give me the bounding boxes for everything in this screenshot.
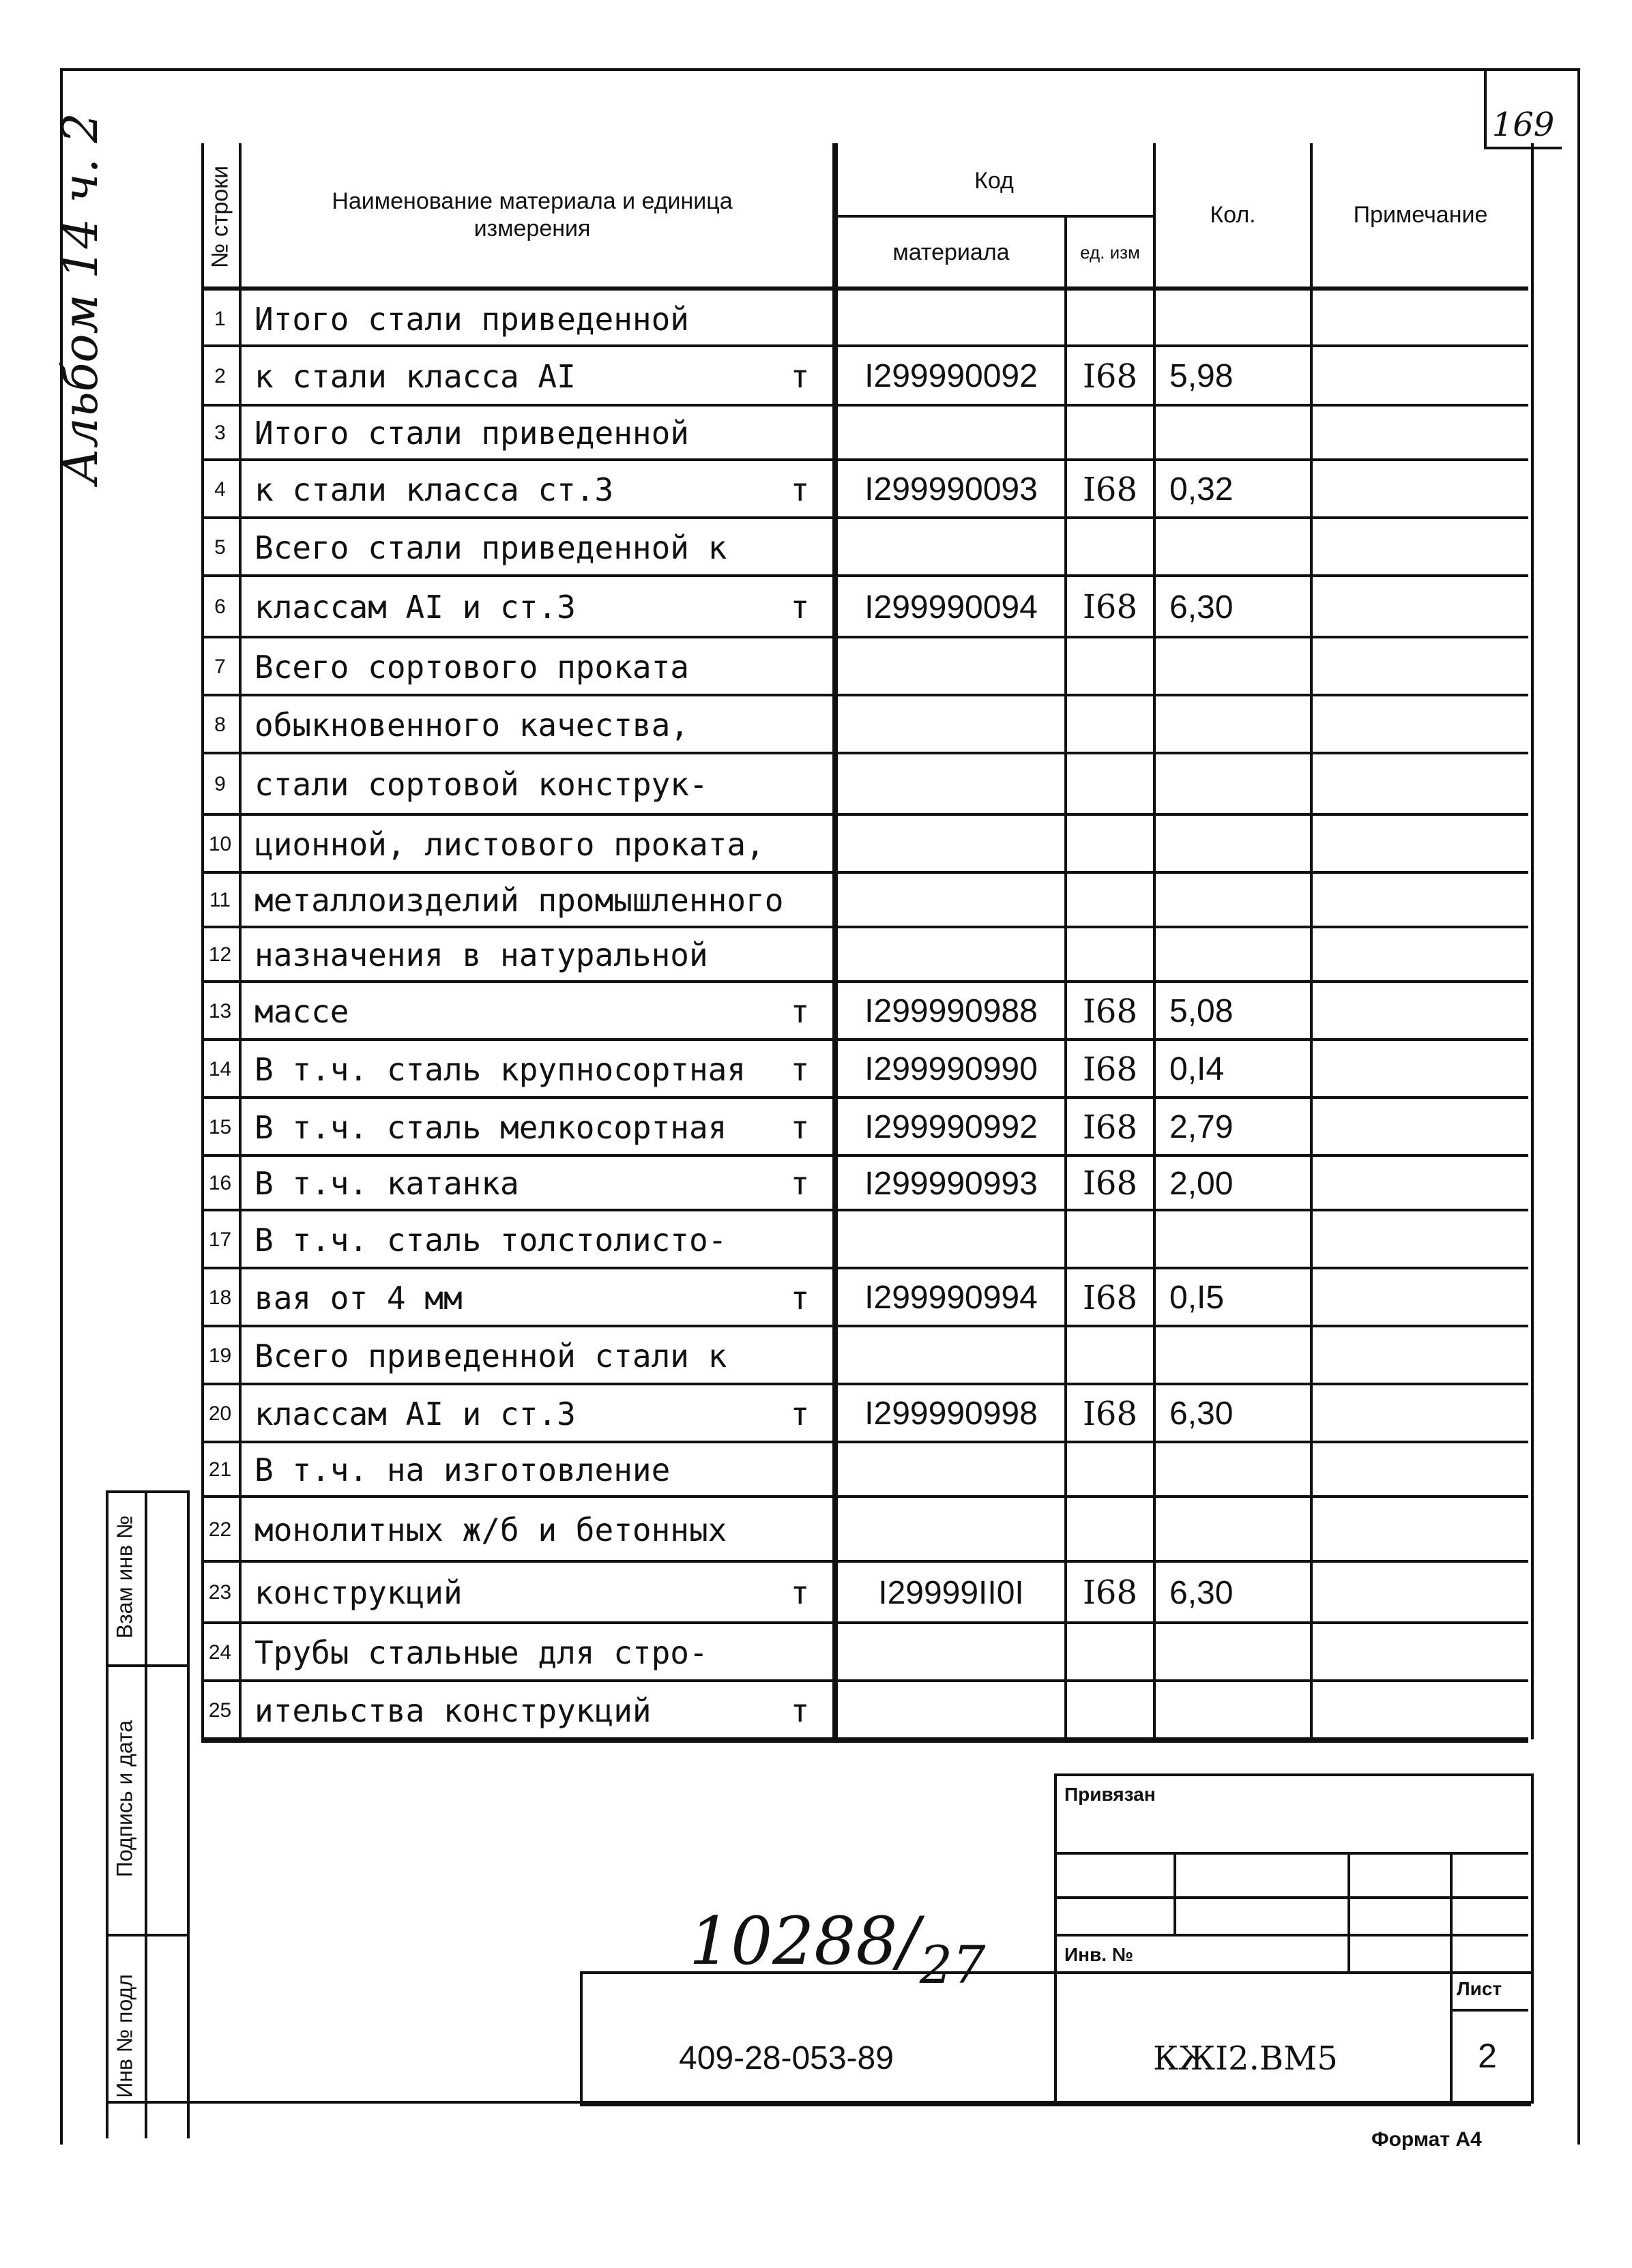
privyazan-label: Привязан <box>1064 1784 1156 1805</box>
row-number: 2 <box>214 364 226 387</box>
header-code: Код <box>974 168 1014 194</box>
row-code: I299990094 <box>864 589 1038 625</box>
row-qty: 5,98 <box>1169 358 1234 394</box>
row-unit <box>768 696 832 754</box>
row-name: к стали класса ст.3 <box>254 471 614 508</box>
row-number: 10 <box>208 832 232 855</box>
row-number: 20 <box>208 1402 232 1425</box>
tb-line-2 <box>1054 1896 1528 1899</box>
row-name: В т.ч. сталь крупносортная <box>254 1050 746 1088</box>
row-unit <box>768 1497 832 1562</box>
row-code <box>838 928 1064 982</box>
row-unit: т <box>790 1574 810 1611</box>
row-ed <box>1067 292 1153 347</box>
row-number: 17 <box>208 1228 232 1251</box>
row-code: I299990998 <box>864 1396 1038 1432</box>
row-qty <box>1156 406 1324 460</box>
row-number: 25 <box>208 1698 232 1722</box>
sheet-number: 169 <box>1491 106 1555 144</box>
row-name: классам AI и ст.3 <box>254 1395 576 1432</box>
row-unit: т <box>790 1165 810 1202</box>
row-name: В т.ч. катанка <box>254 1165 519 1202</box>
row-name: Всего сортового проката <box>254 648 689 686</box>
side-label-vzam-inv: Взам инв № <box>112 1515 137 1639</box>
row-unit <box>768 406 832 460</box>
row-unit <box>768 1327 832 1385</box>
row-unit: т <box>790 1279 810 1316</box>
row-code <box>838 406 1064 460</box>
row-name: ительства конструкций <box>254 1692 652 1729</box>
row-unit: т <box>790 1692 810 1729</box>
row-qty <box>1156 1623 1324 1681</box>
row-code <box>838 754 1064 815</box>
row-qty <box>1156 815 1324 873</box>
row-name: обыкновенного качества, <box>254 706 689 743</box>
bottom-frame-line <box>106 2101 1531 2104</box>
row-ed: I68 <box>1082 588 1138 626</box>
row-ed: I68 <box>1082 357 1138 396</box>
row-name: конструкций <box>254 1574 463 1611</box>
row-ed: I68 <box>1082 1394 1138 1433</box>
row-name: Трубы стальные для стро- <box>254 1634 708 1671</box>
row-code <box>838 638 1064 696</box>
row-qty: 6,30 <box>1169 1396 1234 1432</box>
album-note: Альбом 14 ч. 2 <box>53 113 108 484</box>
row-name: В т.ч. на изготовление <box>254 1452 671 1488</box>
row-qty <box>1156 1497 1324 1562</box>
row-ed: I68 <box>1082 470 1138 509</box>
row-name: Итого стали приведенной <box>254 415 689 452</box>
row-name: Всего стали приведенной к <box>254 529 727 566</box>
row-name: В т.ч. сталь толстолисто- <box>254 1221 727 1258</box>
row-ed <box>1067 518 1153 576</box>
row-unit <box>768 518 832 576</box>
row-ed <box>1067 754 1153 815</box>
row-unit: т <box>790 589 810 625</box>
row-number: 3 <box>214 422 226 444</box>
header-code-unit: ед. изм <box>1080 242 1140 263</box>
row-ed: I68 <box>1082 992 1138 1031</box>
header-name: Наименование материала и единица измерения <box>332 188 733 241</box>
row-qty: 0,32 <box>1169 471 1234 507</box>
handwritten-number <box>689 1903 986 1995</box>
row-number: 15 <box>208 1115 232 1138</box>
row-code <box>838 815 1064 873</box>
row-code <box>838 1623 1064 1681</box>
row-code <box>838 518 1064 576</box>
row-qty: 5,08 <box>1169 993 1234 1029</box>
designation-block <box>580 1971 1531 2106</box>
row-name: Итого стали приведенной <box>254 301 689 338</box>
row-qty <box>1156 928 1324 982</box>
row-divider <box>201 1737 1528 1743</box>
row-code <box>838 873 1064 928</box>
row-name: Всего приведенной стали к <box>254 1337 727 1374</box>
inv-no-label: Инв. № <box>1064 1944 1134 1965</box>
row-code: I299990993 <box>864 1165 1038 1202</box>
row-ed: I68 <box>1082 1574 1138 1612</box>
row-name: к стали класса AI <box>254 357 576 395</box>
row-number: 6 <box>214 595 226 618</box>
row-ed: I68 <box>1082 1164 1138 1203</box>
row-number: 24 <box>208 1640 232 1664</box>
row-unit <box>768 1443 832 1497</box>
row-number: 9 <box>214 773 226 795</box>
row-qty <box>1156 518 1324 576</box>
row-number: 8 <box>214 713 226 736</box>
row-qty: 0,I4 <box>1169 1051 1225 1087</box>
side-stamp-inner-line <box>145 1490 147 2138</box>
row-name: массе <box>254 992 349 1030</box>
row-name: монолитных ж/б и бетонных <box>254 1511 727 1548</box>
row-code <box>838 1327 1064 1385</box>
row-qty <box>1156 292 1324 347</box>
row-ed <box>1067 1211 1153 1269</box>
doc-code: КЖI2.ВМ5 <box>1153 2039 1338 2078</box>
row-ed <box>1067 638 1153 696</box>
row-ed <box>1067 873 1153 928</box>
row-qty: 2,00 <box>1169 1165 1234 1202</box>
row-code: I29999II0I <box>878 1574 1024 1611</box>
handwritten-number-den: 27 <box>919 1934 986 1995</box>
row-code: I299990994 <box>864 1280 1038 1316</box>
row-code <box>838 1443 1064 1497</box>
row-code: I299990988 <box>864 993 1038 1029</box>
row-ed <box>1067 696 1153 754</box>
row-code <box>838 292 1064 347</box>
row-code: I299990092 <box>864 358 1038 394</box>
row-name: В т.ч. сталь мелкосортная <box>254 1108 727 1146</box>
row-number: 7 <box>214 655 226 678</box>
format-label: Формат А4 <box>1371 2128 1482 2151</box>
row-unit <box>768 638 832 696</box>
row-number: 18 <box>208 1286 232 1309</box>
row-number: 13 <box>208 999 232 1022</box>
row-ed <box>1067 1327 1153 1385</box>
row-number: 23 <box>208 1581 232 1604</box>
row-qty: 0,I5 <box>1169 1280 1225 1316</box>
row-number: 12 <box>208 943 232 966</box>
row-qty <box>1156 1681 1324 1739</box>
list-value: 2 <box>1478 2037 1497 2075</box>
row-name: классам AI и ст.3 <box>254 589 576 625</box>
header-row-number: № строки <box>207 165 233 269</box>
row-number: 1 <box>214 308 226 330</box>
row-code <box>838 1211 1064 1269</box>
header-code-material: материала <box>892 239 1010 265</box>
tb-line-3 <box>1054 1934 1528 1936</box>
row-ed <box>1067 406 1153 460</box>
col-line-num <box>239 143 242 1739</box>
row-number: 22 <box>208 1518 232 1541</box>
row-ed <box>1067 1497 1153 1562</box>
row-code <box>838 1497 1064 1562</box>
row-number: 21 <box>208 1458 232 1481</box>
row-name: вая от 4 мм <box>254 1279 463 1316</box>
col-line-name <box>832 143 838 1739</box>
row-qty: 2,79 <box>1169 1109 1234 1145</box>
row-qty <box>1156 873 1324 928</box>
row-number: 16 <box>208 1172 232 1194</box>
row-code <box>838 1681 1064 1739</box>
row-ed: I68 <box>1082 1108 1138 1147</box>
row-code: I299990992 <box>864 1109 1038 1145</box>
row-number: 19 <box>208 1344 232 1367</box>
row-unit <box>768 754 832 815</box>
row-qty: 6,30 <box>1169 589 1234 625</box>
row-unit <box>768 1211 832 1269</box>
row-unit <box>768 815 832 873</box>
row-unit <box>768 1623 832 1681</box>
row-code: I299990990 <box>864 1051 1038 1087</box>
row-number: 5 <box>214 535 226 559</box>
row-qty <box>1156 638 1324 696</box>
row-number: 14 <box>208 1057 232 1080</box>
row-name: назначения в натуральной <box>254 937 708 973</box>
row-ed <box>1067 1681 1153 1739</box>
tb-col-1 <box>1174 1852 1176 1934</box>
header-qty: Кол. <box>1210 202 1256 228</box>
row-qty <box>1156 1327 1324 1385</box>
row-ed <box>1067 928 1153 982</box>
row-unit <box>768 873 832 928</box>
row-qty <box>1156 1443 1324 1497</box>
row-unit: т <box>790 471 810 508</box>
row-unit <box>768 292 832 347</box>
row-qty <box>1156 696 1324 754</box>
row-ed: I68 <box>1082 1050 1138 1089</box>
row-ed <box>1067 1443 1153 1497</box>
header-note: Примечание <box>1353 202 1488 228</box>
handwritten-slash: / <box>897 1903 920 1979</box>
tb-col-2 <box>1347 1852 1350 1971</box>
header-bottom-line <box>201 286 1528 291</box>
row-qty <box>1156 1211 1324 1269</box>
row-unit <box>768 928 832 982</box>
row-name: ционной, листового проката, <box>254 825 765 863</box>
row-ed: I68 <box>1082 1278 1138 1317</box>
side-label-podpis-data: Подпись и дата <box>112 1720 137 1878</box>
handwritten-number-num: 10288 <box>689 1903 898 1979</box>
row-code: I299990093 <box>864 471 1038 507</box>
code-header-line <box>832 215 1153 218</box>
row-unit: т <box>790 1050 810 1088</box>
row-qty: 6,30 <box>1169 1574 1234 1611</box>
row-name: металлоизделий промышленного <box>254 882 784 919</box>
row-name: стали сортовой конструк- <box>254 766 708 803</box>
row-unit: т <box>790 357 810 395</box>
row-unit: т <box>790 1108 810 1146</box>
row-unit: т <box>790 992 810 1030</box>
row-ed <box>1067 1623 1153 1681</box>
row-number: 11 <box>209 889 231 911</box>
row-number: 4 <box>214 477 226 501</box>
tb-line-1 <box>1054 1852 1528 1855</box>
row-unit: т <box>790 1395 810 1432</box>
row-qty <box>1156 754 1324 815</box>
row-code <box>838 696 1064 754</box>
side-label-inv-podl: Инв № подл <box>112 1974 137 2098</box>
row-ed <box>1067 815 1153 873</box>
list-label: Лист <box>1457 1978 1502 1999</box>
doc-number: 409-28-053-89 <box>679 2040 894 2076</box>
